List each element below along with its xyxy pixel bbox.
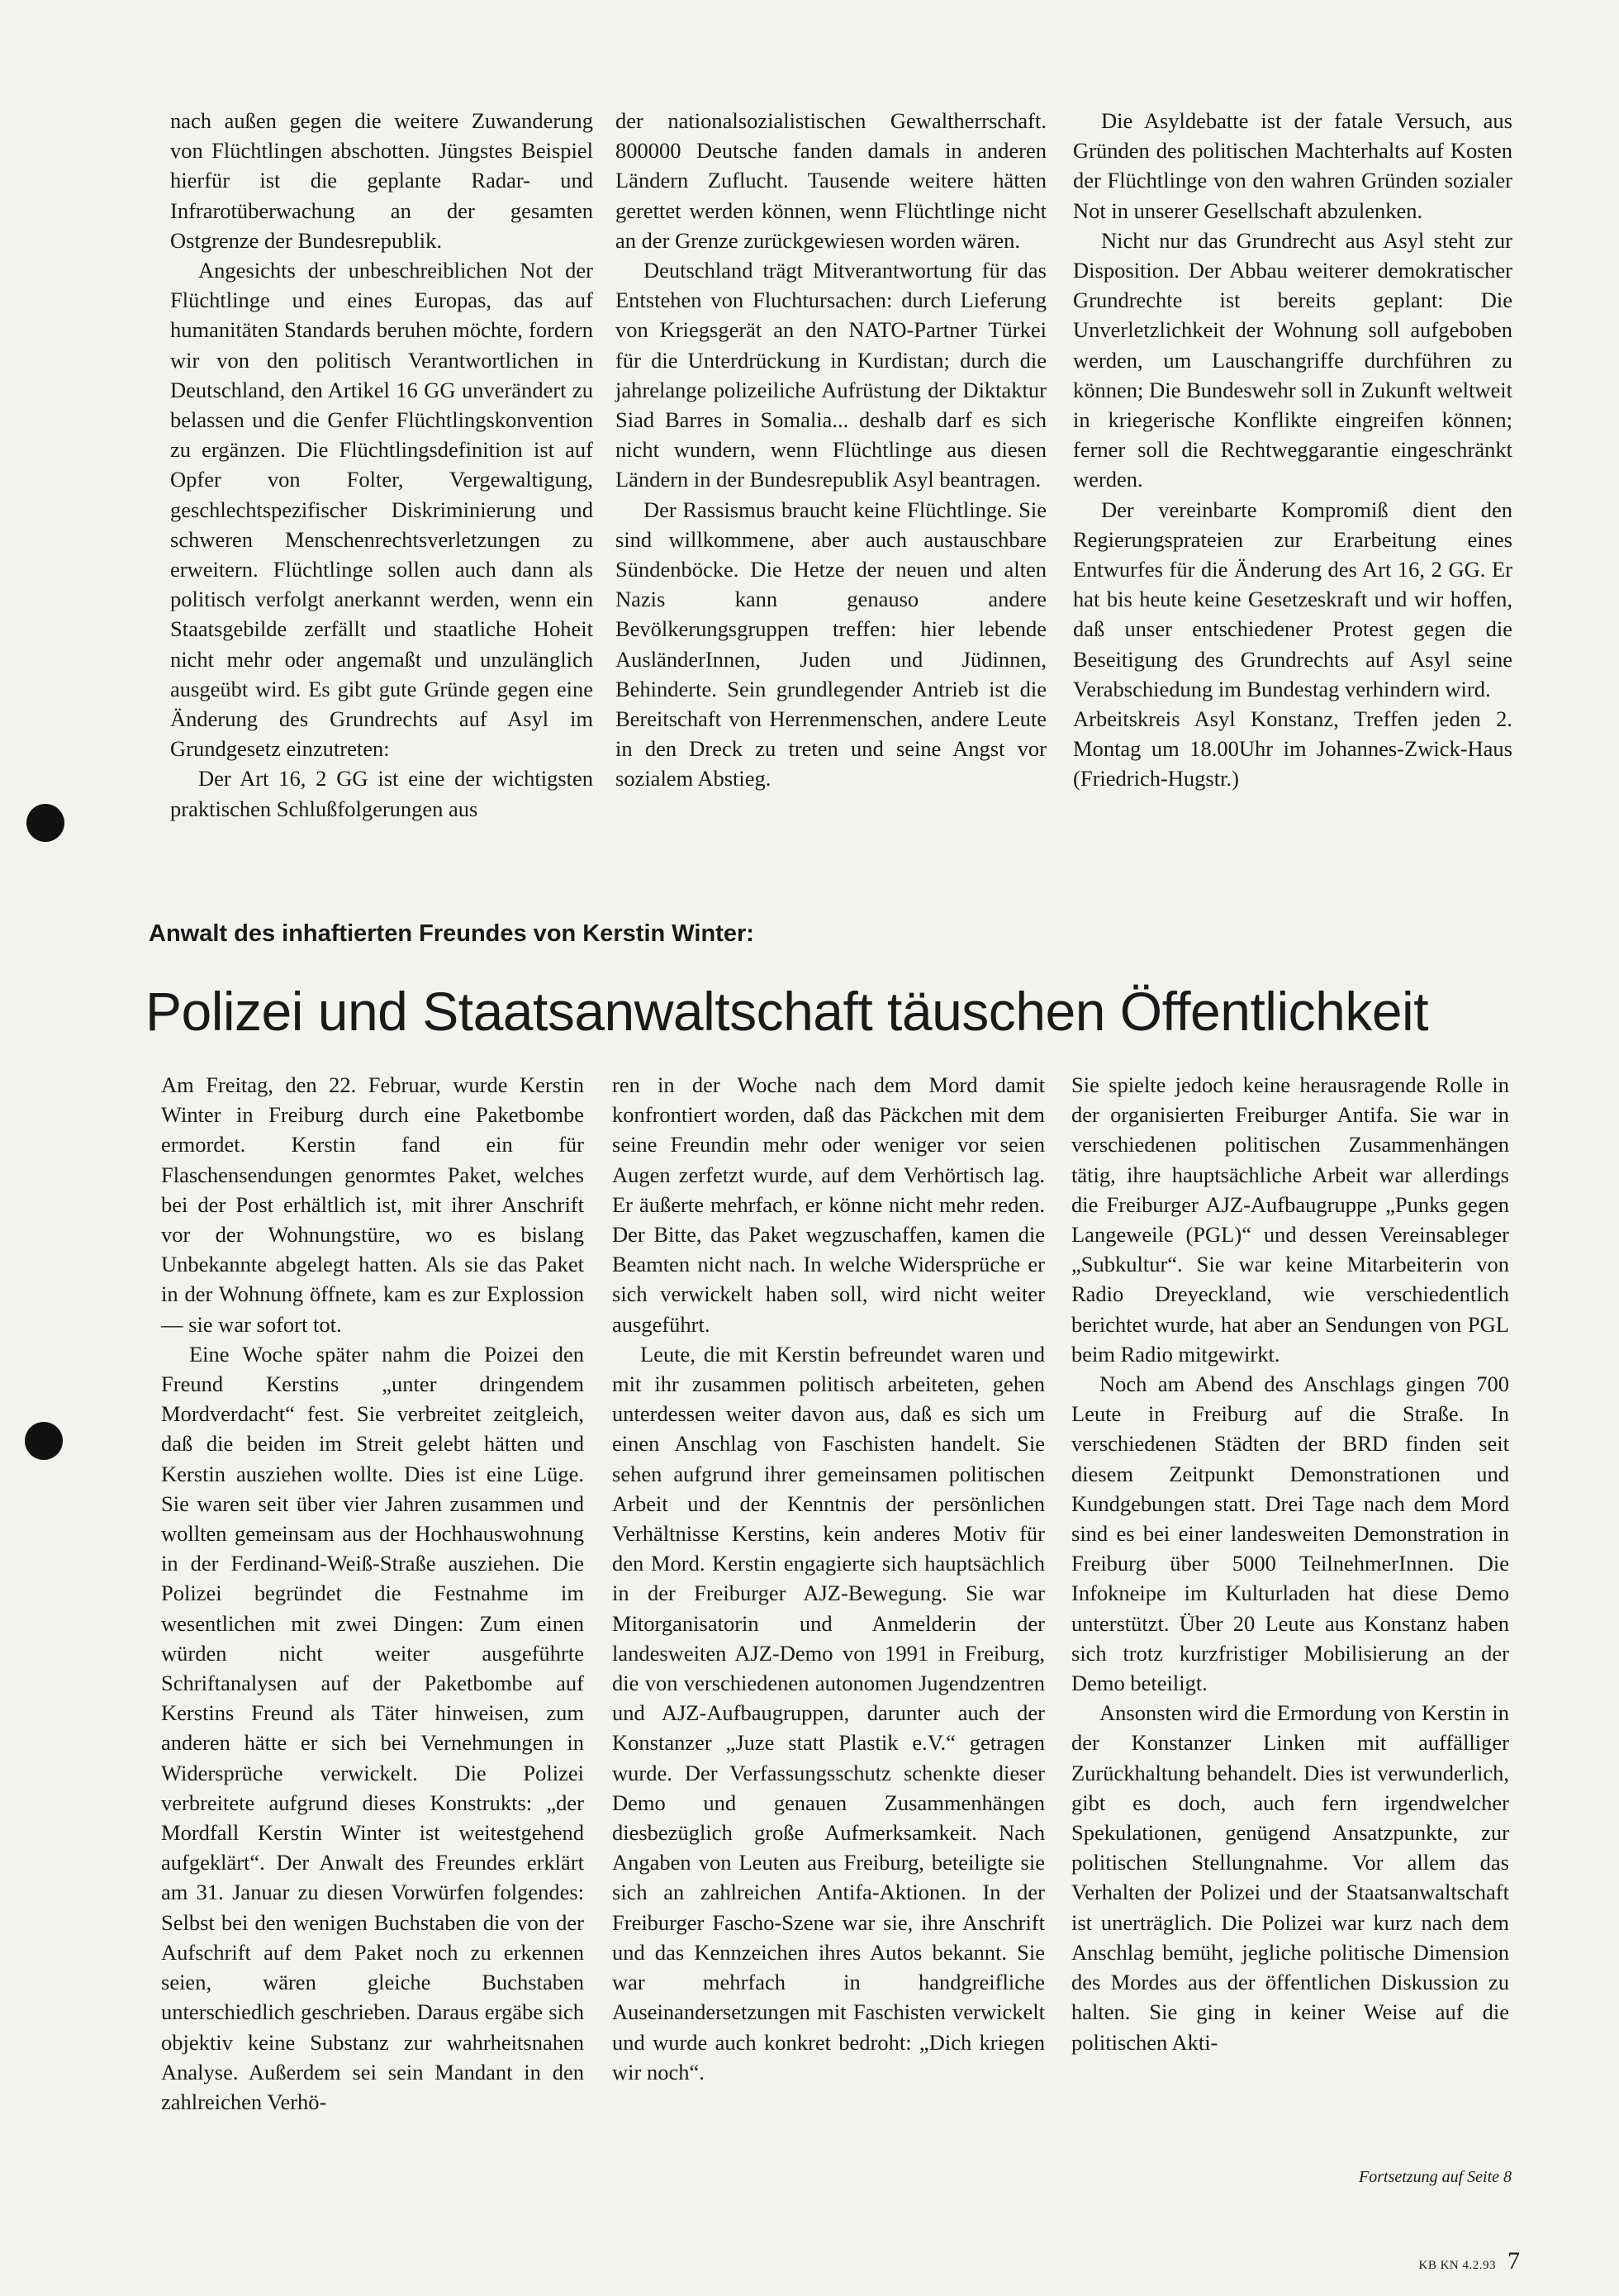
article-headline: Polizei und Staatsanwaltschaft täuschen Öffentlichkeit — [145, 981, 1429, 1042]
paragraph: Angesichts der unbeschreiblichen Not der Flüchtlinge und eines Europas, das auf humanitäten Standards beruhen möchte, fordern wir von den politisch Verantwortlichen in Deutschland, den Artikel 16 GG unverändert zu belassen und die Genfer Flüchtlingskonvention zu ergänzen. Die Flüchtlingsdefinition ist auf Opfer von Folter, Vergewaltigung, geschlechtspezifischer Diskriminierung und schweren Menschenrechtsverletzungen zu erweitern. Flüchtlinge sollen auch dann als politisch verfolgt anerkannt werden, wenn ein Staatsgebilde zerfällt und staatliche Hoheit nicht mehr oder angemaßt und unzulänglich ausgeübt wird. Es gibt gute Gründe gegen eine Änderung des Grundrechts auf Asyl im Grundgesetz einzutreten: — [170, 258, 593, 762]
article-column-3 — [1071, 1070, 1509, 2057]
page-footer — [1289, 2247, 1520, 2275]
top-column-2 — [615, 106, 1047, 794]
paragraph: Deutschland trägt Mitverantwortung für das Entstehen von Fluchtursachen: durch Lieferung von Kriegsgerät an den NATO-Partner Türkei für die Unterdrückung in Kurdistan; durch die jahrelange polizeiliche Aufrüstung der Diktaktur Siad Barres in Somalia... deshalb darf es sich nicht wundern, wenn Flüchtlinge aus diesen Ländern in der Bundesrepublik Asyl beantragen. — [615, 258, 1047, 492]
paragraph: Die Asyldebatte ist der fatale Versuch, aus Gründen des politischen Machterhalts auf Kosten der Flüchtlinge von den wahren Gründen sozialer Not in unserer Gesellschaft abzulenken. — [1073, 108, 1512, 223]
paragraph: Der Rassismus braucht keine Flüchtlinge. Sie sind willkommene, aber auch austauschbare Sündenböcke. Die Hetze der neuen und alten Nazis kann genauso andere Bevölkerungsgruppen treffen: hier lebende AusländerInnen, Juden und Jüdinnen, Behinderte. Sein grundlegender Antrieb ist die Bereitschaft von Herrenmenschen, andere Leute in den Dreck zu treten und seine Angst vor sozialem Abstieg. — [615, 497, 1047, 791]
paragraph: Sie spielte jedoch keine herausragende Rolle in der organisierten Freiburger Antifa. Sie war in verschiedenen politischen Zusammenhängen tätig, ihre hauptsächliche Arbeit war allerdings die Freiburger AJZ-Aufbaugruppe „Punks gegen Langeweile (PGL)“ und dessen Vereinsableger „Subkultur“. Sie war keine Mitarbeiterin von Radio Dreyeckland, wie verschiedentlich berichtet wurde, hat aber an Sendungen von PGL beim Radio mitgewirkt. — [1071, 1072, 1509, 1367]
paragraph: Noch am Abend des Anschlags gingen 700 Leute in Freiburg auf die Straße. In verschiedenen Städten der BRD finden seit diesem Zeitpunkt Demonstrationen und Kundgebungen statt. Drei Tage nach dem Mord sind es bei einer landesweiten Demonstration in Freiburg über 5000 TeilnehmerInnen. Die Infokneipe im Kulturladen hat diese Demo unterstützt. Über 20 Leute aus Konstanz haben sich trotz kurzfristiger Mobilisierung an der Demo beteiligt. — [1071, 1371, 1509, 1696]
paragraph: Ansonsten wird die Ermordung von Kerstin in der Konstanzer Linken mit auffälliger Zurückhaltung behandelt. Dies ist verwunderlich, gibt es doch, auch fern irgendwelcher Spekulationen, genügend Ansatzpunkte, zur politischen Stellungnahme. Vor allem das Verhalten der Polizei und der Staatsanwaltschaft ist unerträglich. Die Polizei war kurz nach dem Anschlag bemüht, jegliche politische Dimension des Mordes aus der öffentlichen Diskussion zu halten. Sie ging in keiner Weise auf die politischen Akti- — [1071, 1700, 1509, 2055]
paragraph: nach außen gegen die weitere Zuwanderung von Flüchtlingen abschotten. Jüngstes Beispiel hierfür ist die geplante Radar- und Infrarotüberwachung an der gesamten Ostgrenze der Bundesrepublik. — [170, 108, 593, 253]
top-column-1 — [170, 106, 593, 824]
paragraph: Am Freitag, den 22. Februar, wurde Kerstin Winter in Freiburg durch eine Paketbombe ermordet. Kerstin fand ein für Flaschensendungen genormtes Paket, welches bei der Post erhältlich ist, mit ihrer Anschrift vor der Wohnungstüre, wo es bislang Unbekannte abgelegt hatten. Als sie das Paket in der Wohnung öffnete, kam es zur Explossion — sie war sofort tot. — [161, 1072, 584, 1337]
page-number: 7 — [1507, 2247, 1520, 2275]
paragraph: der nationalsozialistischen Gewaltherrschaft. 800000 Deutsche fanden damals in anderen Ländern Zuflucht. Tausende weitere hätten gerettet werden können, wenn Flüchtlinge nicht an der Grenze zurückgewiesen worden wären. — [615, 108, 1047, 253]
article-column-1 — [161, 1070, 584, 2117]
paragraph: Leute, die mit Kerstin befreundet waren und mit ihr zusammen politisch arbeiteten, gehen unterdessen weiter davon aus, daß es sich um einen Anschlag von Faschisten handelt. Sie sehen aufgrund ihrer gemeinsamen politischen Arbeit und der Kenntnis der persönlichen Verhältnisse Kerstins, kein anderes Motiv für den Mord. Kerstin engagierte sich hauptsächlich in der Freiburger AJZ-Bewegung. Sie war Mitorganisatorin und Anmelderin der landesweiten AJZ-Demo von 1991 in Freiburg, die von verschiedenen autonomen Jugendzentren und AJZ-Aufbaugruppen, darunter auch der Konstanzer „Juze statt Plastik e.V.“ getragen wurde. Der Verfassungsschutz schenkte dieser Demo und genauen Zusammenhängen diesbezüglich große Aufmerksamkeit. Nach Angaben von Leuten aus Freiburg, beteiligte sie sich an zahlreichen Antifa-Aktionen. In der Freiburger Fascho-Szene war sie, ihre Anschrift und das Kennzeichen ihres Autos bekannt. Sie war mehrfach in handgreifliche Auseinandersetzungen mit Faschisten verwickelt und wurde auch konkret bedroht: „Dich kriegen wir noch“. — [612, 1341, 1045, 2084]
paragraph: ren in der Woche nach dem Mord damit konfrontiert worden, daß das Päckchen mit dem seine Freundin mehr oder weniger vor seien Augen zerfetzt wurde, auf dem Verhörtisch lag. Er äußerte mehrfach, er könne nicht mehr reden. Der Bitte, das Paket wegzuschaffen, kamen die Beamten nicht nach. In welche Widersprüche er sich verwickelt haben soll, wird nicht weiter ausgeführt. — [612, 1072, 1045, 1337]
signature: Arbeitskreis Asyl Konstanz, Treffen jeden 2. Montag um 18.00Uhr im Johannes-Zwick-Haus (Friedrich-Hugstr.) — [1073, 706, 1512, 791]
punch-hole — [25, 1422, 63, 1460]
paragraph: Der vereinbarte Kompromiß dient den Regierungsprateien zur Erarbeitung eines Entwurfes für die Änderung des Art 16, 2 GG. Er hat bis heute keine Gesetzeskraft und wir hoffen, daß unser entschiedener Protest gegen die Beseitigung des Grundrechts auf Asyl seine Verabschiedung im Bundestag verhindern wird. — [1073, 497, 1512, 701]
top-column-3 — [1073, 106, 1512, 794]
paragraph: Nicht nur das Grundrecht aus Asyl steht zur Disposition. Der Abbau weiterer demokratischer Grundrechte ist bereits geplant: Die Unverletzlichkeit der Wohnung soll aufgeboben werden, um Lauschangriffe durchführen zu können; Die Bundeswehr soll in Zukunft weltweit in kriegerische Konflikte eingreifen können; ferner soll die Rechtweggarantie eingeschränkt werden. — [1073, 227, 1512, 492]
paragraph: Eine Woche später nahm die Poizei den Freund Kerstins „unter dringendem Mordverdacht“ fest. Sie verbreitet zeitgleich, daß die beiden im Streit gelebt hätten und Kerstin ausziehen wollte. Dies ist eine Lüge. Sie waren seit über vier Jahren zusammen und wollten gemeinsam aus der Hochhauswohnung in der Ferdinand-Weiß-Straße ausziehen. Die Polizei begründet die Festnahme im wesentlichen mit zwei Dingen: Zum einen würden nicht weiter ausgeführte Schriftanalysen auf der Paketbombe auf Kerstins Freund als Täter hinweisen, zum anderen hätte er sich bei Vernehmungen in Widersprüche verwickelt. Die Polizei verbreitete aufgrund dieses Konstrukts: „der Mordfall Kerstin Winter ist weitestgehend aufgeklärt“. Der Anwalt des Freundes erklärt am 31. Januar zu diesen Vorwürfen folgendes: Selbst bei den wenigen Buchstaben die von der Aufschrift auf dem Paket noch zu erkennen seien, wären gleiche Buchstaben unterschiedlich geschrieben. Daraus ergäbe sich objektiv keine Substanz zur wahrheitsnahen Analyse. Außerdem sei sein Mandant in den zahlreichen Verhö- — [161, 1341, 584, 2114]
footer-source: KB KN 4.2.93 — [1418, 2259, 1496, 2272]
article-column-2 — [612, 1070, 1045, 2087]
punch-hole — [26, 804, 64, 842]
article-kicker: Anwalt des inhaftierten Freundes von Kerstin Winter: — [149, 920, 754, 947]
paragraph: Der Art 16, 2 GG ist eine der wichtigsten praktischen Schlußfolgerungen aus — [170, 766, 593, 821]
continuation-note: Fortsetzung auf Seite 8 — [1359, 2168, 1512, 2186]
